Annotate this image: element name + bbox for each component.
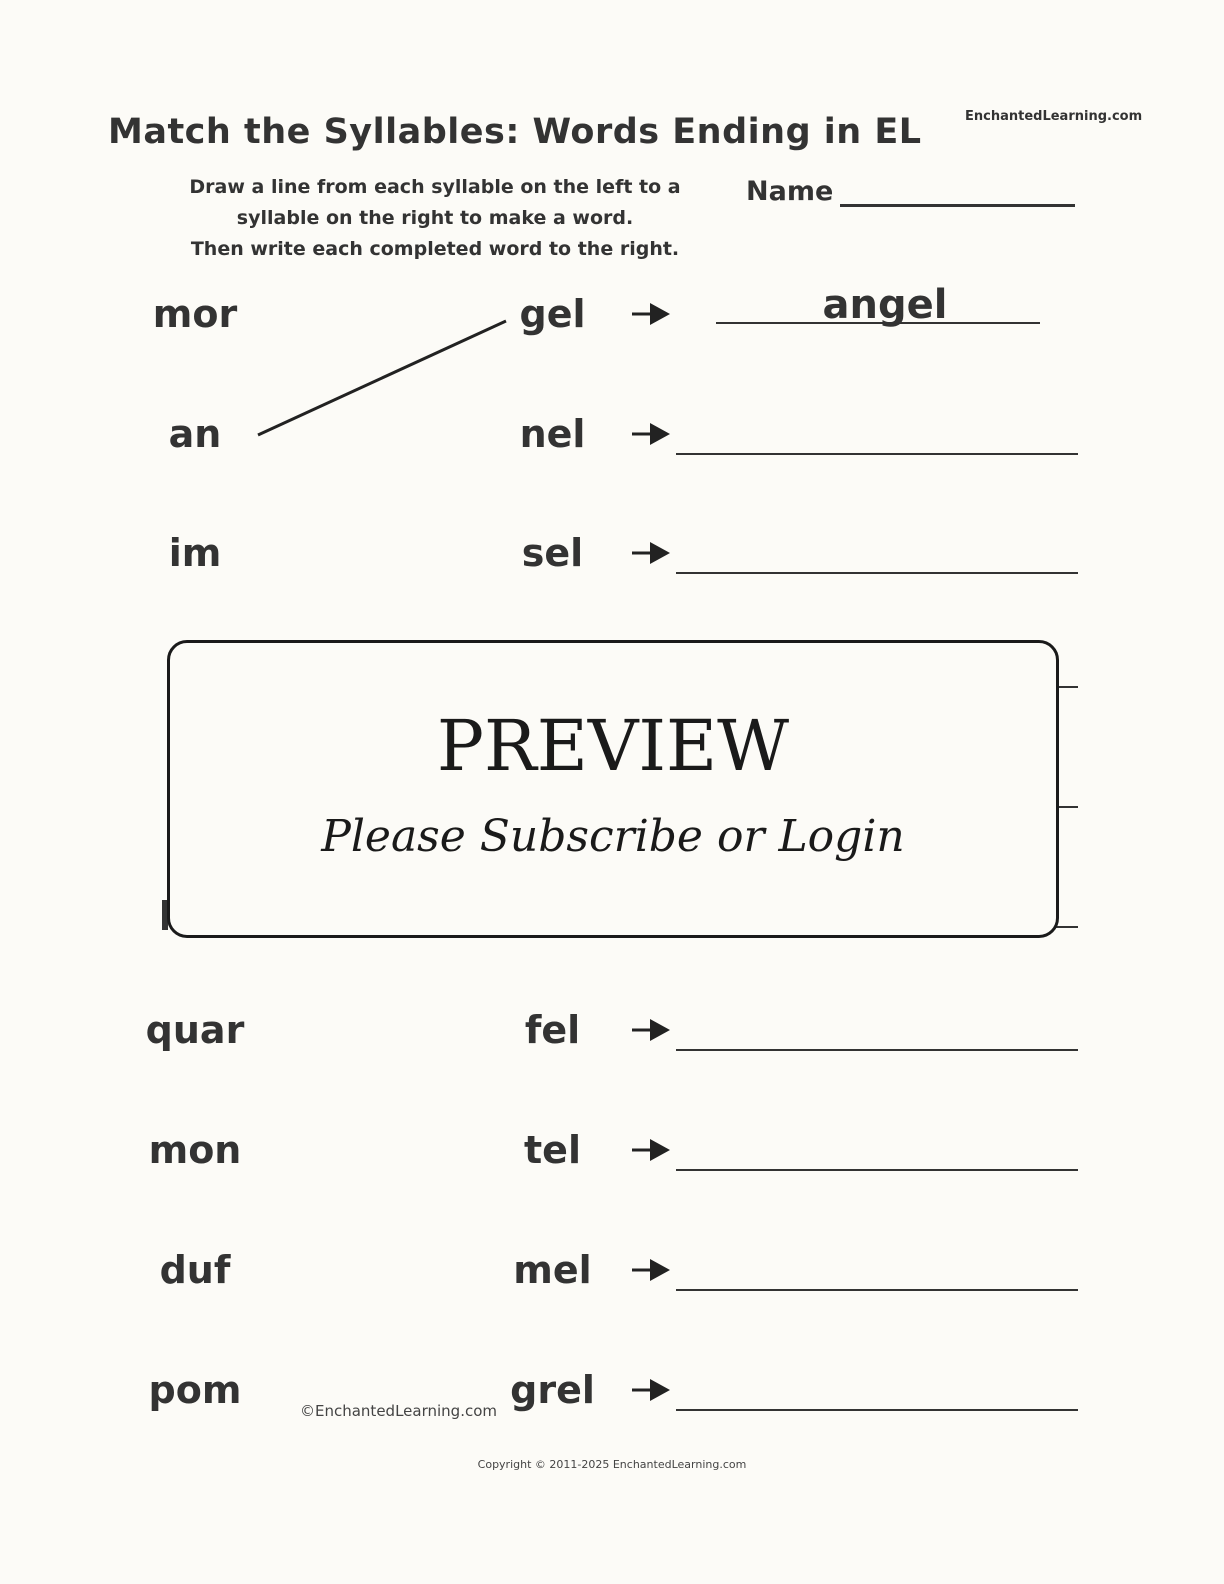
copyright: Copyright © 2011-2025 EnchantedLearning.com xyxy=(477,1458,747,1471)
right-syllable[interactable]: mel xyxy=(513,1248,592,1292)
preview-title: PREVIEW xyxy=(436,705,790,787)
left-syllable[interactable]: an xyxy=(168,412,222,456)
arrow-right-icon xyxy=(630,420,672,448)
match-row xyxy=(0,412,1224,492)
arrow-right-icon xyxy=(630,300,672,328)
match-row xyxy=(0,531,1224,611)
arrow-right-icon xyxy=(630,539,672,567)
left-syllable[interactable]: mor xyxy=(152,292,238,336)
right-syllable[interactable]: gel xyxy=(519,292,586,336)
preview-overlay[interactable] xyxy=(167,640,1059,938)
match-row xyxy=(0,292,1224,372)
answer-line[interactable] xyxy=(676,1169,1078,1171)
answer-line[interactable] xyxy=(676,1409,1078,1411)
answer-line[interactable] xyxy=(676,1289,1078,1291)
right-syllable[interactable]: sel xyxy=(521,531,584,575)
left-syllable[interactable]: quar xyxy=(145,1008,245,1052)
watermark: ©EnchantedLearning.com xyxy=(300,1402,497,1420)
site-link[interactable]: EnchantedLearning.com xyxy=(965,109,1143,124)
right-syllable[interactable]: tel xyxy=(524,1128,581,1172)
arrow-right-icon xyxy=(630,1136,672,1164)
right-syllable[interactable]: fel xyxy=(524,1008,581,1052)
left-syllable[interactable]: mon xyxy=(148,1128,242,1172)
answer-line[interactable] xyxy=(676,1049,1078,1051)
preview-subtitle[interactable]: Please Subscribe or Login xyxy=(321,811,905,862)
example-answer: angel xyxy=(822,282,948,328)
answer-line[interactable] xyxy=(676,453,1078,455)
right-syllable[interactable]: grel xyxy=(510,1368,595,1412)
match-row xyxy=(0,1248,1224,1328)
page-title: Match the Syllables: Words Ending in EL xyxy=(108,112,922,152)
arrow-right-icon xyxy=(630,1376,672,1404)
match-row xyxy=(0,1368,1224,1448)
left-syllable[interactable]: pom xyxy=(148,1368,242,1412)
match-row xyxy=(0,1008,1224,1088)
arrow-right-icon xyxy=(630,1016,672,1044)
instructions-line-1: Draw a line from each syllable on the left to a xyxy=(189,176,681,198)
match-row xyxy=(0,1128,1224,1208)
left-syllable[interactable]: im xyxy=(168,531,222,575)
arrow-right-icon xyxy=(630,1256,672,1284)
right-syllable[interactable]: nel xyxy=(519,412,586,456)
answer-line[interactable] xyxy=(676,572,1078,574)
instructions-line-2: syllable on the right to make a word. xyxy=(236,207,634,229)
name-label: Name xyxy=(746,176,834,207)
instructions-line-3: Then write each completed word to the right. xyxy=(190,238,680,260)
left-syllable[interactable]: duf xyxy=(159,1248,231,1292)
